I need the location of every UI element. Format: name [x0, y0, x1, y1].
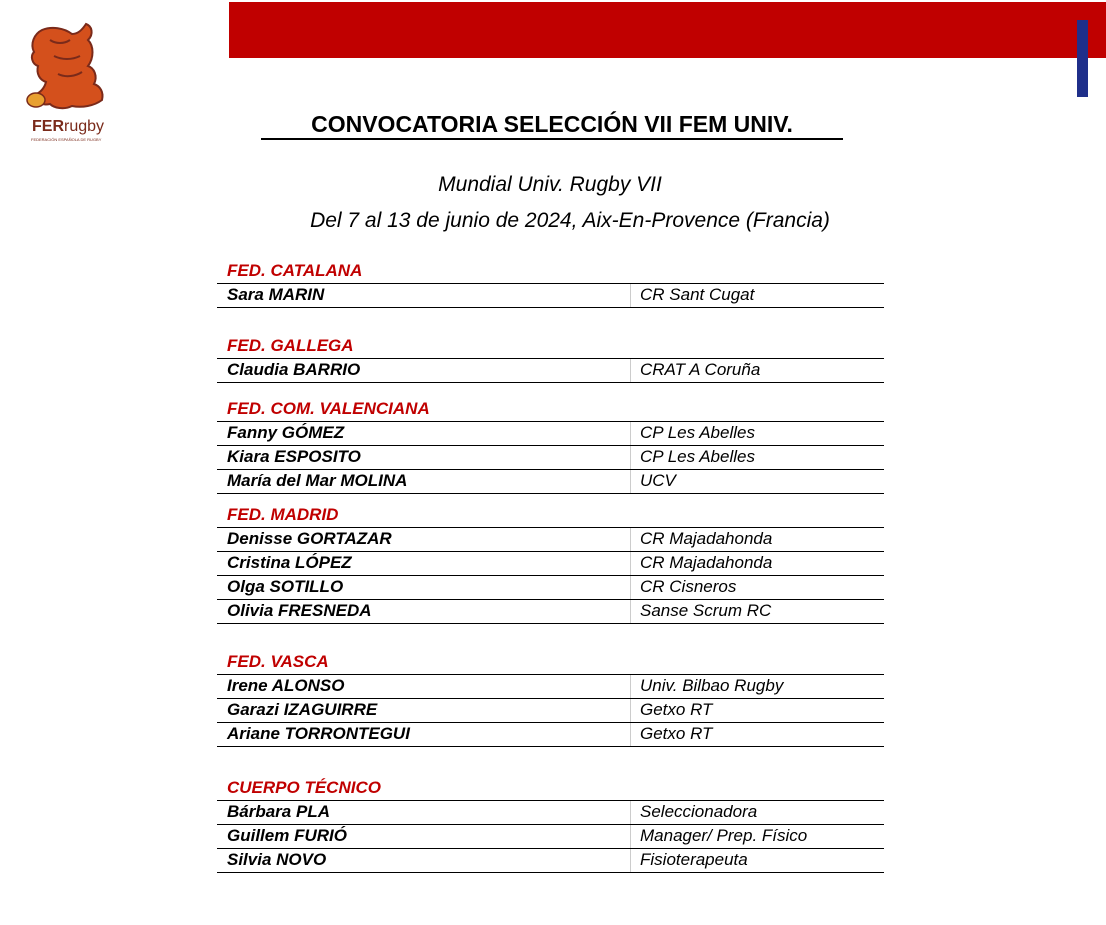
player-name: Ariane TORRONTEGUI [227, 724, 410, 743]
player-club: CR Majadahonda [630, 528, 772, 551]
roster-row [217, 358, 884, 383]
roster-row [217, 674, 884, 698]
player-name: Guillem FURIÓ [227, 826, 347, 845]
roster-row [217, 722, 884, 747]
event-name: Mundial Univ. Rugby VII [438, 173, 662, 196]
group-header: FED. GALLEGA [227, 336, 354, 355]
group-header: FED. MADRID [227, 505, 339, 524]
player-name: Cristina LÓPEZ [227, 553, 352, 572]
logo-subtitle: FEDERACIÓN ESPAÑOLA DE RUGBY [31, 137, 102, 142]
player-name: Olga SOTILLO [227, 577, 344, 596]
player-club: Seleccionadora [630, 801, 757, 824]
player-club: CP Les Abelles [630, 446, 755, 469]
player-name: Sara MARIN [227, 285, 325, 304]
group-header: CUERPO TÉCNICO [227, 778, 381, 797]
player-club: Getxo RT [630, 723, 712, 746]
group-header: FED. CATALANA [227, 261, 363, 280]
header-red-bar [229, 2, 1106, 58]
roster-row [217, 599, 884, 624]
player-club: UCV [630, 470, 676, 493]
ferugby-logo [24, 22, 108, 142]
roster-row [217, 527, 884, 551]
player-name: Denisse GORTAZAR [227, 529, 392, 548]
roster-row [217, 445, 884, 469]
player-name: María del Mar MOLINA [227, 471, 408, 490]
player-name: Kiara ESPOSITO [227, 447, 361, 466]
roster-row [217, 800, 884, 824]
player-club: CRAT A Coruña [630, 359, 760, 382]
player-name: Olivia FRESNEDA [227, 601, 372, 620]
group-header: FED. COM. VALENCIANA [227, 399, 430, 418]
player-club: Univ. Bilbao Rugby [630, 675, 783, 698]
player-club: CR Cisneros [630, 576, 736, 599]
player-club: CP Les Abelles [630, 422, 755, 445]
roster-row [217, 551, 884, 575]
roster-row [217, 469, 884, 494]
player-club: Sanse Scrum RC [630, 600, 771, 623]
player-club: CR Sant Cugat [630, 284, 754, 307]
lion-emblem-icon [24, 22, 108, 117]
player-club: Fisioterapeuta [630, 849, 748, 872]
roster-row [217, 848, 884, 873]
player-name: Fanny GÓMEZ [227, 423, 345, 442]
player-club: Manager/ Prep. Físico [630, 825, 807, 848]
roster-row [217, 283, 884, 308]
player-name: Garazi IZAGUIRRE [227, 700, 378, 719]
player-name: Claudia BARRIO [227, 360, 361, 379]
player-name: Bárbara PLA [227, 802, 330, 821]
roster-row [217, 698, 884, 722]
logo-wordmark: FERrugby [32, 118, 105, 135]
roster-row [217, 421, 884, 445]
player-club: Getxo RT [630, 699, 712, 722]
player-club: CR Majadahonda [630, 552, 772, 575]
group-header: FED. VASCA [227, 652, 329, 671]
player-name: Silvia NOVO [227, 850, 327, 869]
header-blue-accent [1077, 20, 1088, 97]
event-dates-location: Del 7 al 13 de junio de 2024, Aix-En-Provence (Francia) [310, 209, 830, 232]
player-name: Irene ALONSO [227, 676, 345, 695]
roster-row [217, 824, 884, 848]
roster-row [217, 575, 884, 599]
page-title: CONVOCATORIA SELECCIÓN VII FEM UNIV. [261, 110, 843, 140]
